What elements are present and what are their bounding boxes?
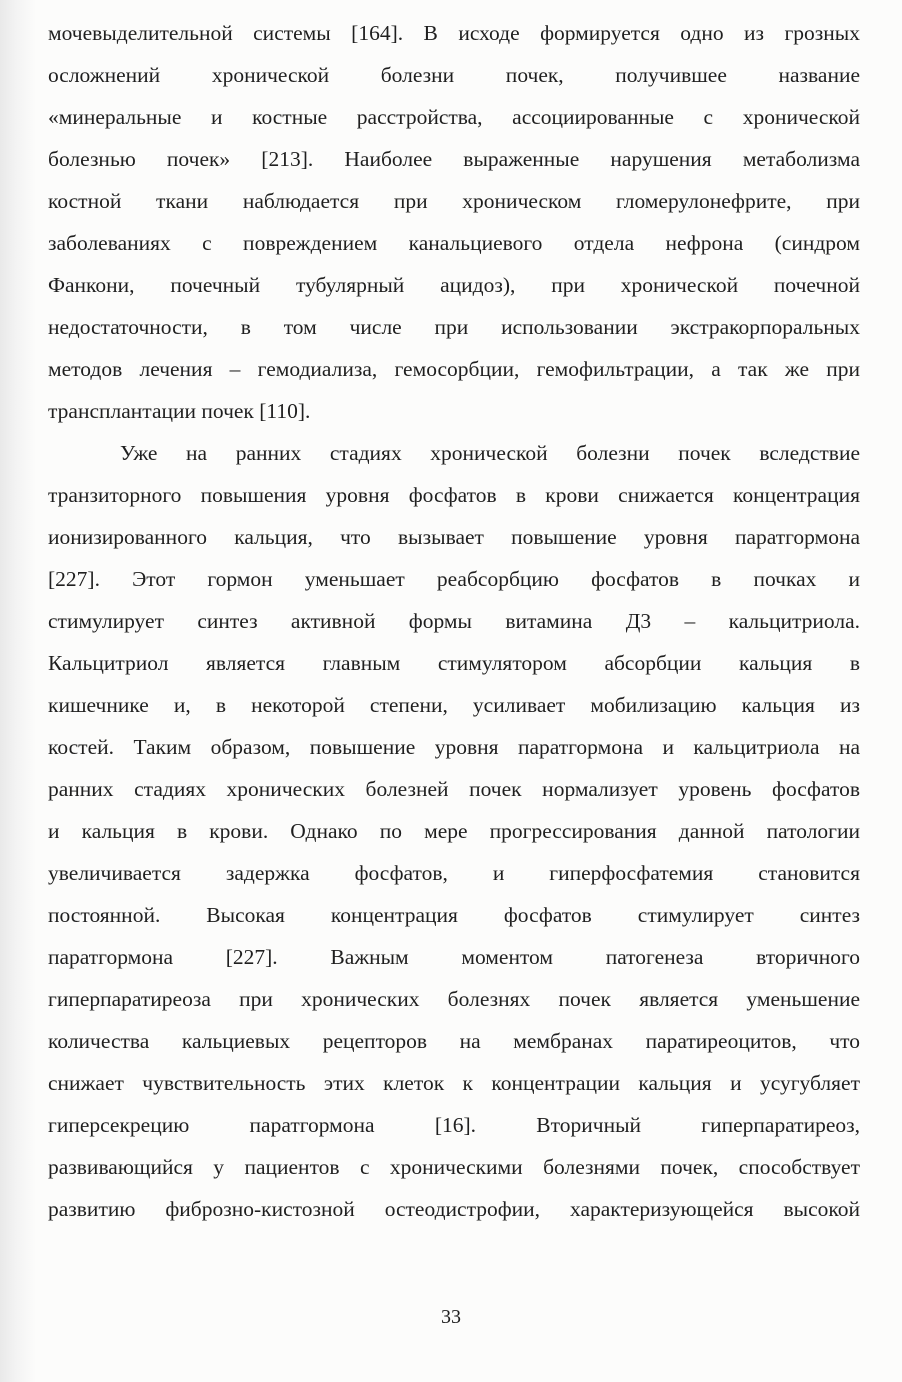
text-line: костей. Таким образом, повышение уровня паратгормона и кальцитриола на	[48, 735, 860, 759]
page-number: 33	[441, 1306, 461, 1328]
text-line: снижает чувствительность этих клеток к концентрации кальция и усугубляет	[48, 1071, 860, 1095]
text-line: кишечнике и, в некоторой степени, усиливает мобилизацию кальция из	[48, 693, 860, 717]
text-line: [227]. Этот гормон уменьшает реабсорбцию фосфатов в почках и	[48, 567, 860, 591]
text-line: болезнью почек» [213]. Наиболее выраженные нарушения метаболизма	[48, 147, 860, 171]
text-line: развивающийся у пациентов с хроническими болезнями почек, способствует	[48, 1155, 860, 1179]
text-line: Фанкони, почечный тубулярный ацидоз), при хронической почечной	[48, 273, 860, 297]
text-line: гиперсекрецию паратгормона [16]. Вторичный гиперпаратиреоз,	[48, 1113, 860, 1137]
text-line: заболеваниях с повреждением канальциевого отдела нефрона (синдром	[48, 231, 860, 255]
text-line: методов лечения – гемодиализа, гемосорбции, гемофильтрации, а так же при	[48, 357, 860, 381]
scan-binding-shadow	[0, 0, 36, 1382]
body-text	[48, 12, 860, 1230]
text-line: «минеральные и костные расстройства, ассоциированные с хронической	[48, 105, 860, 129]
text-line: костной ткани наблюдается при хроническом гломерулонефрите, при	[48, 189, 860, 213]
text-line: осложнений хронической болезни почек, получившее название	[48, 63, 860, 87]
text-line: ранних стадиях хронических болезней почек нормализует уровень фосфатов	[48, 777, 860, 801]
text-line: трансплантации почек [110].	[48, 399, 311, 423]
text-line: и кальция в крови. Однако по мере прогрессирования данной патологии	[48, 819, 860, 843]
text-line: паратгормона [227]. Важным моментом патогенеза вторичного	[48, 945, 860, 969]
text-line: стимулирует синтез активной формы витамина Д3 – кальцитриола.	[48, 609, 860, 633]
text-line: транзиторного повышения уровня фосфатов в крови снижается концентрация	[48, 483, 860, 507]
text-line: ионизированного кальция, что вызывает повышение уровня паратгормона	[48, 525, 860, 549]
text-line: постоянной. Высокая концентрация фосфатов стимулирует синтез	[48, 903, 860, 927]
text-line: развитию фиброзно-кистозной остеодистрофии, характеризующейся высокой	[48, 1197, 860, 1221]
text-line: увеличивается задержка фосфатов, и гиперфосфатемия становится	[48, 861, 860, 885]
text-line: гиперпаратиреоза при хронических болезнях почек является уменьшение	[48, 987, 860, 1011]
text-line: Уже на ранних стадиях хронической болезни почек вследствие	[120, 441, 860, 465]
text-line: мочевыделительной системы [164]. В исходе формируется одно из грозных	[48, 21, 860, 45]
text-line: Кальцитриол является главным стимулятором абсорбции кальция в	[48, 651, 860, 675]
text-line: недостаточности, в том числе при использовании экстракорпоральных	[48, 315, 860, 339]
text-line: количества кальциевых рецепторов на мембранах паратиреоцитов, что	[48, 1029, 860, 1053]
